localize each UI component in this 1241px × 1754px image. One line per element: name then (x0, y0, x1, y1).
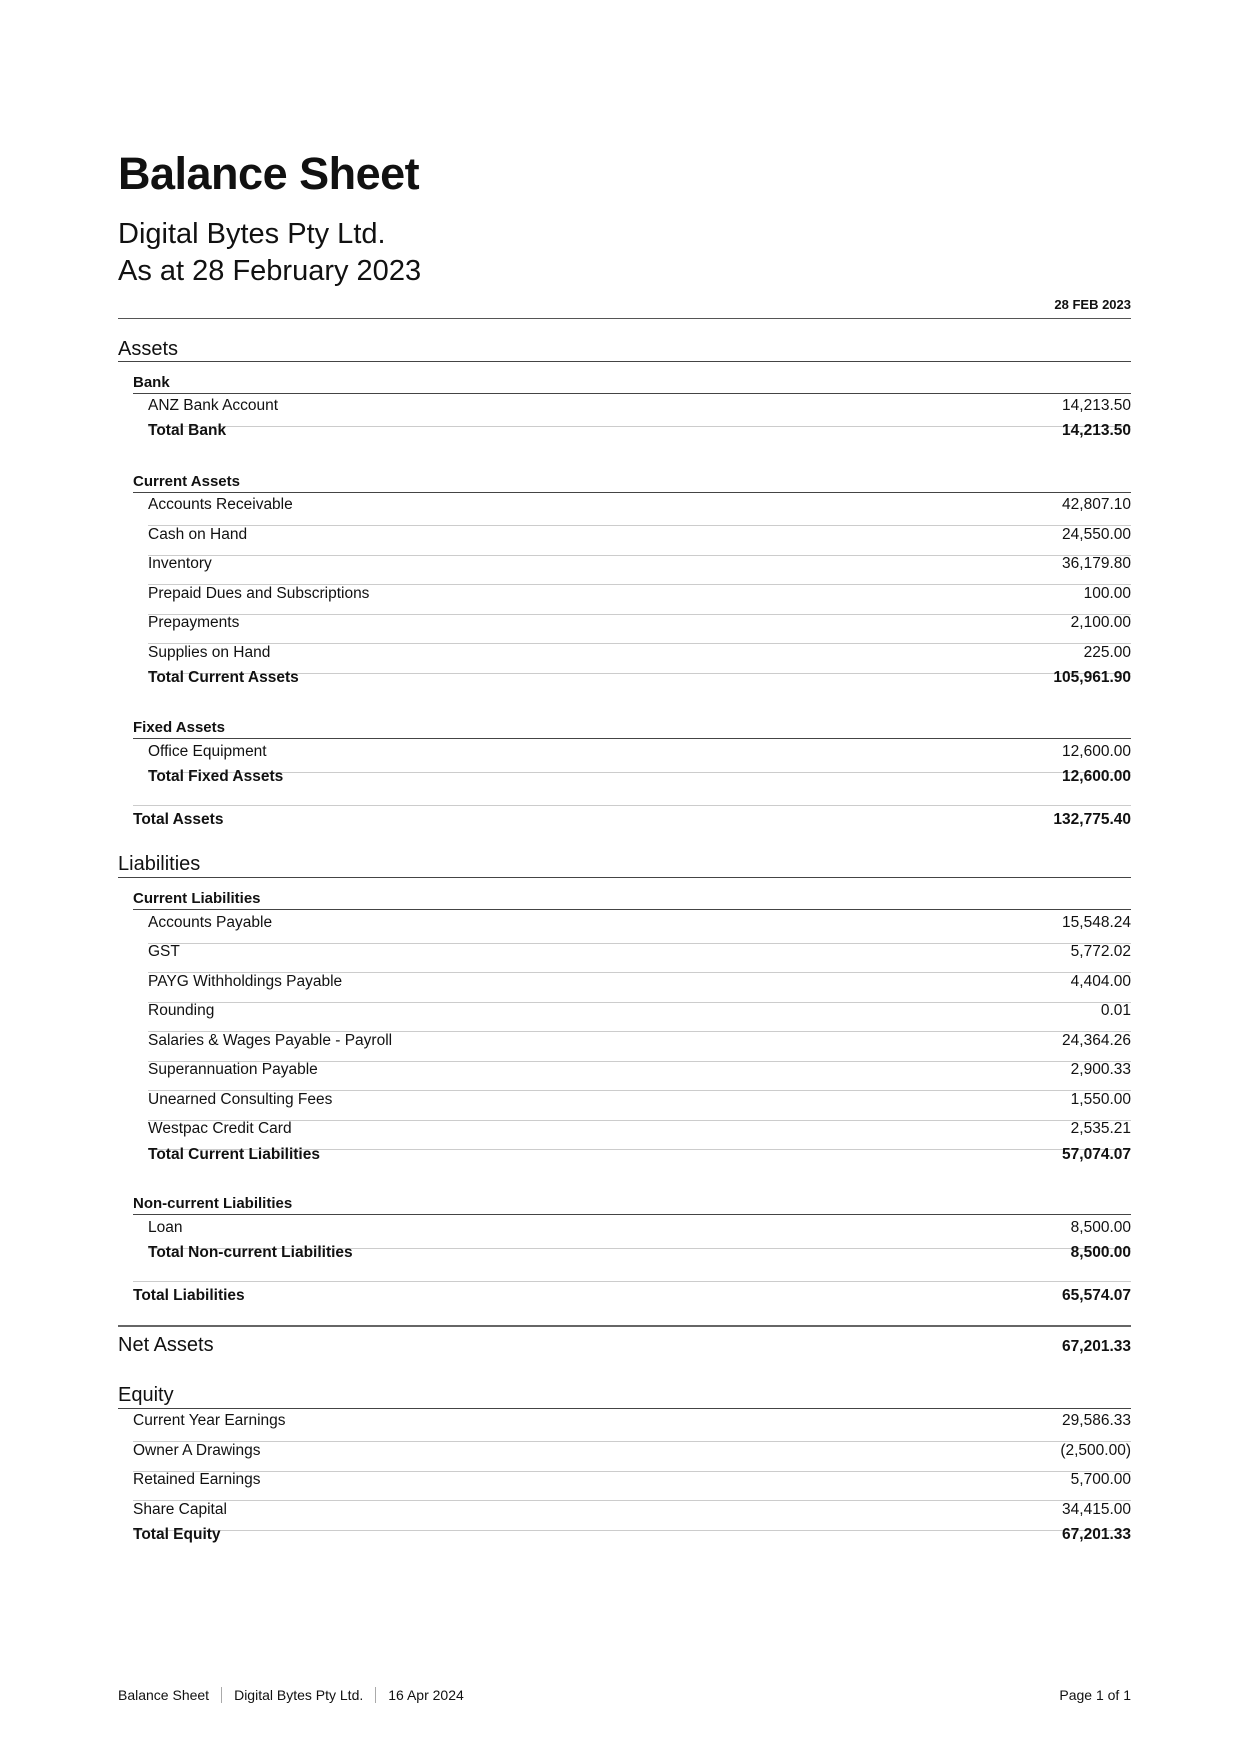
table-row (148, 555, 1131, 585)
total-label: Total Liabilities (133, 1287, 245, 1304)
total-value: 12,600.00 (1062, 768, 1131, 785)
total-value: 57,074.07 (1062, 1146, 1131, 1163)
total-label: Total Assets (133, 811, 224, 828)
row-label: Accounts Receivable (148, 496, 293, 513)
row-value: 24,364.26 (1062, 1032, 1131, 1049)
divider (118, 361, 1131, 362)
row-value: 15,548.24 (1062, 914, 1131, 931)
row-value: 4,404.00 (1070, 973, 1131, 990)
organisation-name: Digital Bytes Pty Ltd. (118, 218, 386, 250)
report-date: As at 28 February 2023 (118, 255, 422, 287)
total-value: 65,574.07 (1062, 1287, 1131, 1304)
row-value: 8,500.00 (1070, 1219, 1131, 1236)
table-row (148, 943, 1131, 973)
total-row (148, 768, 1131, 797)
row-label: Office Equipment (148, 743, 267, 760)
row-label: Prepayments (148, 614, 240, 631)
divider (133, 492, 1131, 493)
row-label: Supplies on Hand (148, 644, 271, 661)
table-row (148, 614, 1131, 644)
row-label: Prepaid Dues and Subscriptions (148, 585, 370, 602)
divider (133, 1214, 1131, 1215)
divider (133, 738, 1131, 739)
row-value: 5,700.00 (1070, 1471, 1131, 1488)
total-label: Total Fixed Assets (148, 768, 284, 785)
section-heading-assets: Assets (118, 338, 179, 360)
group-heading-current-assets: Current Assets (133, 473, 240, 490)
row-value: 0.01 (1100, 1002, 1131, 1019)
row-label: Salaries & Wages Payable - Payroll (148, 1032, 393, 1049)
row-value: (2,500.00) (1060, 1442, 1131, 1459)
table-row (148, 1061, 1131, 1091)
total-liabilities-row (133, 1287, 1131, 1305)
row-label: Retained Earnings (133, 1471, 261, 1488)
row-value: 2,535.21 (1070, 1120, 1131, 1137)
column-date-header: 28 FEB 2023 (1054, 297, 1131, 312)
divider (133, 909, 1131, 910)
divider (133, 1281, 1131, 1282)
row-label: Westpac Credit Card (148, 1120, 292, 1137)
row-label: Superannuation Payable (148, 1061, 318, 1078)
table-row (133, 1471, 1131, 1501)
total-value: 132,775.40 (1053, 811, 1131, 828)
row-label: Rounding (148, 1002, 215, 1019)
table-row (148, 496, 1131, 526)
row-label: Loan (148, 1219, 183, 1236)
table-row (148, 914, 1131, 944)
group-heading-fixed-assets: Fixed Assets (133, 719, 225, 736)
footer-printed-date: 16 Apr 2024 (375, 1687, 476, 1703)
table-row (148, 1002, 1131, 1032)
row-value: 42,807.10 (1062, 496, 1131, 513)
divider (118, 1325, 1131, 1327)
table-row (133, 1412, 1131, 1442)
row-label: Unearned Consulting Fees (148, 1091, 333, 1108)
total-row (148, 422, 1131, 451)
report-title: Balance Sheet (118, 148, 420, 199)
row-value: 29,586.33 (1062, 1412, 1131, 1429)
divider (118, 1408, 1131, 1409)
row-value: 36,179.80 (1062, 555, 1131, 572)
footer-organisation: Digital Bytes Pty Ltd. (221, 1687, 375, 1703)
row-label: PAYG Withholdings Payable (148, 973, 343, 990)
table-row (148, 585, 1131, 615)
group-heading-bank: Bank (133, 374, 170, 391)
divider (118, 877, 1131, 878)
divider (133, 393, 1131, 394)
total-row (133, 1526, 1131, 1555)
total-assets-row (133, 811, 1131, 829)
total-value: 67,201.33 (1062, 1526, 1131, 1543)
section-heading-equity: Equity (118, 1384, 174, 1406)
table-row (133, 1442, 1131, 1472)
total-row (148, 1146, 1131, 1175)
section-heading-liabilities: Liabilities (118, 853, 201, 875)
table-row (148, 1032, 1131, 1062)
total-label: Total Non-current Liabilities (148, 1244, 353, 1261)
row-value: 100.00 (1083, 585, 1131, 602)
row-label: Current Year Earnings (133, 1412, 286, 1429)
row-value: 2,900.33 (1070, 1061, 1131, 1078)
page-number: Page 1 of 1 (1059, 1687, 1131, 1703)
row-value: 1,550.00 (1070, 1091, 1131, 1108)
row-label: Share Capital (133, 1501, 227, 1518)
total-label: Total Bank (148, 422, 227, 439)
total-value: 14,213.50 (1062, 422, 1131, 439)
total-row (148, 1244, 1131, 1273)
row-label: GST (148, 943, 180, 960)
total-label: Total Equity (133, 1526, 221, 1543)
total-value: 105,961.90 (1053, 669, 1131, 686)
row-value: 225.00 (1083, 644, 1131, 661)
row-value: 34,415.00 (1062, 1501, 1131, 1518)
row-label: Owner A Drawings (133, 1442, 261, 1459)
row-value: 12,600.00 (1062, 743, 1131, 760)
total-value: 8,500.00 (1070, 1244, 1131, 1261)
group-heading-non-current-liabilities: Non-current Liabilities (133, 1195, 293, 1212)
table-row (148, 1091, 1131, 1121)
total-label: Total Current Liabilities (148, 1146, 320, 1163)
header-divider (118, 318, 1131, 319)
total-label: Total Current Assets (148, 669, 299, 686)
row-label: ANZ Bank Account (148, 397, 279, 414)
row-value: 14,213.50 (1062, 397, 1131, 414)
row-label: Accounts Payable (148, 914, 273, 931)
row-value: 24,550.00 (1062, 526, 1131, 543)
net-assets-value: 67,201.33 (1062, 1338, 1131, 1355)
row-label: Cash on Hand (148, 526, 248, 543)
divider (133, 805, 1131, 806)
row-value: 5,772.02 (1070, 943, 1131, 960)
row-label: Inventory (148, 555, 212, 572)
total-row (148, 669, 1131, 698)
table-row (148, 526, 1131, 556)
group-heading-current-liabilities: Current Liabilities (133, 890, 261, 907)
net-assets-label: Net Assets (118, 1334, 214, 1356)
table-row (148, 973, 1131, 1003)
row-value: 2,100.00 (1070, 614, 1131, 631)
footer-report-name: Balance Sheet (118, 1687, 210, 1703)
page-footer (118, 1687, 1131, 1703)
